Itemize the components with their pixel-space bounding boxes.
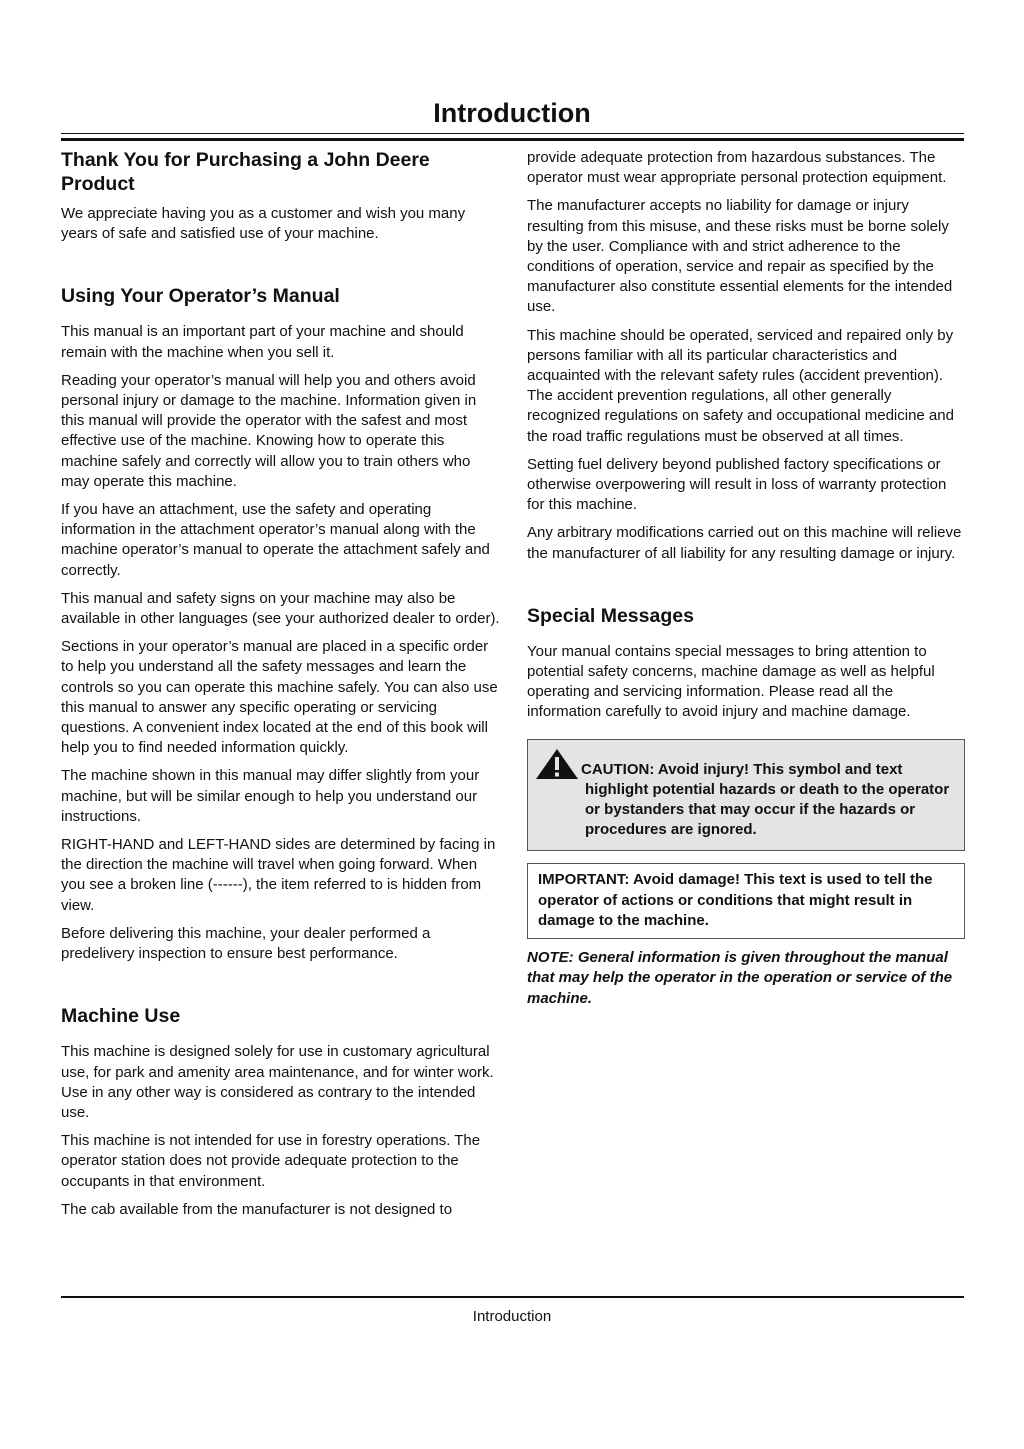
warning-triangle-icon <box>535 748 579 780</box>
section-machine-use <box>61 1004 501 1220</box>
section-special-messages <box>527 604 965 723</box>
paragraph: RIGHT-HAND and LEFT-HAND sides are determined by facing in the direction the machine will travel when going forward. When you see a broken line (------), the item referred to is hidden from view. <box>61 836 496 914</box>
paragraph: Sections in your operator’s manual are placed in a specific order to help you understand all the safety messages and learn the controls so you can operate this machine safely. You can also use this manual to answer any specific operating or servicing questions. A convenient index located at the end of this book will help you to find needed information quickly. <box>61 638 498 757</box>
footer-rule <box>61 1296 964 1298</box>
page-title: Introduction <box>433 98 591 128</box>
paragraph: Reading your operator’s manual will help you and others avoid personal injury or damage to the machine. Information given in this manual will provide the operator with the safest and most effective use of the machine. Knowing how to operate this machine safely and correctly will allow you to train others who may operate this machine. <box>61 371 477 490</box>
section-heading: Special Messages <box>527 604 694 627</box>
paragraph: This machine should be operated, serviced and repaired only by persons familiar with all its particular characteristics and acquainted with the relevant safety rules (accident prevention). The accident prevention regulations, all other generally recognized regulations on safety and occupational medicine and the road traffic regulations must be observed at all times. <box>527 326 954 445</box>
paragraph: This machine is not intended for use in forestry operations. The operator station does not provide adequate protection to the occupants in that environment. <box>61 1132 481 1190</box>
paragraph: The machine shown in this manual may differ slightly from your machine, but will be similar enough to help you understand our instructions. <box>61 767 480 825</box>
section-heading: Thank You for Purchasing a John Deere Product <box>61 149 430 195</box>
section-thank-you <box>61 148 501 244</box>
paragraph: This machine is designed solely for use in customary agricultural use, for park and amenity area maintenance, and for winter work. Use in any other way is considered as contrary to the intended use. <box>61 1043 494 1121</box>
paragraph: This manual and safety signs on your machine may also be available in other languages (see your authorized dealer to order). <box>61 589 500 628</box>
paragraph: Before delivering this machine, your dealer performed a predelivery inspection to ensure best performance. <box>61 924 431 963</box>
important-text: IMPORTANT: Avoid damage! This text is used to tell the operator of actions or conditions that might result in damage to the machine. <box>538 871 933 929</box>
section-using-manual <box>61 284 501 964</box>
paragraph: Your manual contains special messages to bring attention to potential safety concerns, machine damage as well as helpful operating and servicing information. Please read all the information carefully to avoid injury and machine damage. <box>527 642 935 721</box>
right-column <box>527 148 965 1009</box>
paragraph: This manual is an important part of your machine and should remain with the machine when you sell it. <box>61 323 464 361</box>
paragraph: Setting fuel delivery beyond published factory specifications or otherwise overpowering will result in loss of warranty protection for this machine. <box>527 455 947 514</box>
paragraph: Any arbitrary modifications carried out on this machine will relieve the manufacturer of all liability for any resulting damage or injury. <box>527 524 962 562</box>
section-heading: Machine Use <box>61 1005 181 1028</box>
paragraph: The cab available from the manufacturer is not designed to <box>61 1200 453 1218</box>
footer-label: Introduction <box>472 1308 552 1325</box>
paragraph: We appreciate having you as a customer and wish you many years of safe and satisfied use of your machine. <box>61 205 466 243</box>
note-text: NOTE: General information is given throughout the manual that may help the operator in the operation or service of the machine. <box>527 949 953 1007</box>
caution-text: CAUTION: Avoid injury! This symbol and text highlight potential hazards or death to the operator or bystanders that may occur if the hazards or procedures are ignored. <box>581 760 950 839</box>
paragraph: If you have an attachment, use the safety and operating information in the attachment operator’s manual along with the machine operator’s manual to operate the attachment safely and correctly. <box>61 501 490 579</box>
paragraph: provide adequate protection from hazardous substances. The operator must wear appropriate personal protection equipment. <box>527 149 947 187</box>
caution-box <box>527 739 965 852</box>
title-rule <box>61 133 964 141</box>
left-column <box>61 148 501 1228</box>
section-heading: Using Your Operator’s Manual <box>61 285 340 308</box>
important-box <box>527 863 965 939</box>
paragraph: The manufacturer accepts no liability for damage or injury resulting from this misuse, and these risks must be borne solely by the user. Compliance with and strict adherence to the conditions of operation, service and repair as specified by the manufacturer also constitute essential elements for the intended use. <box>527 197 953 316</box>
